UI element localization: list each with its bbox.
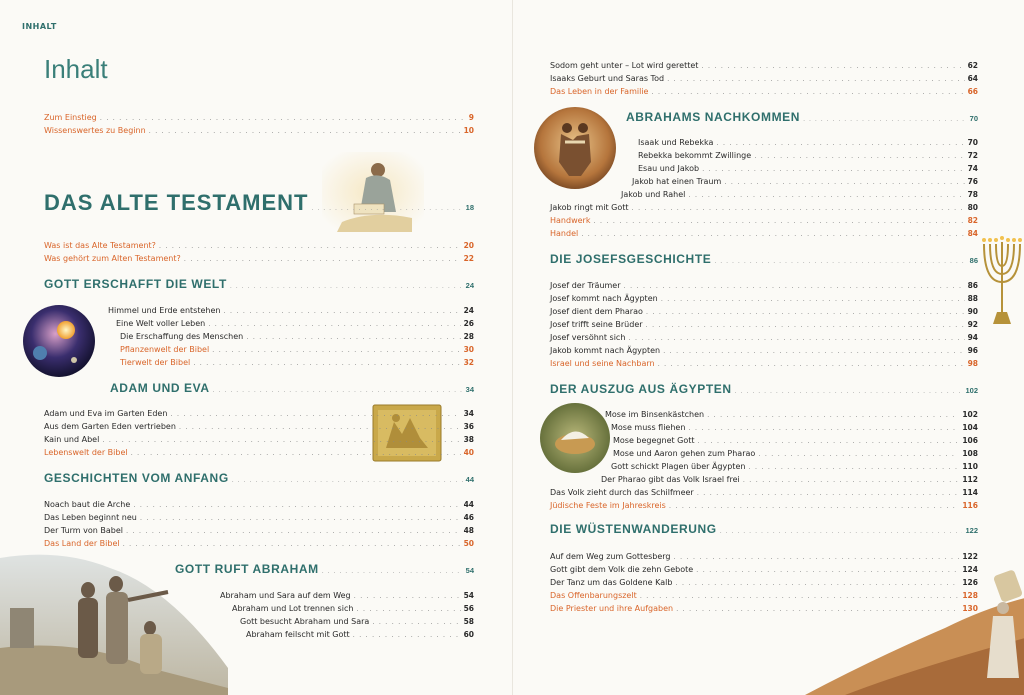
toc-entry[interactable]: Aus dem Garten Eden vertrieben . . . 36 — [44, 422, 474, 432]
cosmos-illustration — [22, 304, 96, 378]
toc-entry[interactable]: Der Tanz um das Goldene Kalb . . . 126 — [550, 578, 978, 588]
toc-entry[interactable]: Adam und Eva im Garten Eden . . . 34 — [44, 409, 474, 419]
toc-entry[interactable]: Mose muss fliehen . . . 104 — [611, 423, 978, 433]
toc-entry[interactable]: Jüdische Feste im Jahreskreis . . . 116 — [550, 501, 978, 511]
toc-entry[interactable]: Eine Welt voller Leben . . . 26 — [116, 319, 474, 329]
wrestlers-illustration — [533, 106, 617, 190]
toc-entry[interactable]: Handel . . . 84 — [550, 229, 978, 239]
section-heading: DER AUSZUG AUS ÄGYPTEN . . . 102 — [550, 382, 978, 396]
toc-entry[interactable]: Das Leben beginnt neu . . . 46 — [44, 513, 474, 523]
toc-entry[interactable]: Mose begegnet Gott . . . 106 — [613, 436, 978, 446]
toc-entry[interactable]: Mose und Aaron gehen zum Pharao . . . 108 — [613, 449, 978, 459]
toc-entry[interactable]: Josef dient dem Pharao . . . 90 — [550, 307, 978, 317]
section-heading: GESCHICHTEN VOM ANFANG . . . 44 — [44, 471, 474, 485]
section-heading: GOTT RUFT ABRAHAM . . . 54 — [175, 562, 474, 576]
toc-entry[interactable]: Handwerk . . . 82 — [550, 216, 978, 226]
toc-entry[interactable]: Das Land der Bibel . . . 50 — [44, 539, 474, 549]
toc-entry[interactable]: Josef trifft seine Brüder . . . 92 — [550, 320, 978, 330]
toc-entry[interactable]: Gott gibt dem Volk die zehn Gebote . . . 124 — [550, 565, 978, 575]
toc-entry[interactable]: Josef kommt nach Ägypten . . . 88 — [550, 294, 978, 304]
toc-entry[interactable]: Tierwelt der Bibel . . . 32 — [120, 358, 474, 368]
toc-entry[interactable]: Abraham feilscht mit Gott . . . 60 — [246, 630, 474, 640]
toc-entry[interactable]: Das Volk zieht durch das Schilfmeer . . . 114 — [550, 488, 978, 498]
section-heading: GOTT ERSCHAFFT DIE WELT . . . 24 — [44, 277, 474, 291]
toc-entry[interactable]: Noach baut die Arche . . . 44 — [44, 500, 474, 510]
toc-entry[interactable]: Abraham und Sara auf dem Weg . . . 54 — [220, 591, 474, 601]
toc-entry[interactable]: Gott besucht Abraham und Sara . . . 58 — [240, 617, 474, 627]
toc-entry[interactable]: Jakob und Rahel . . . 78 — [621, 190, 978, 200]
toc-entry[interactable]: Was gehört zum Alten Testament? . . . 22 — [44, 254, 474, 264]
toc-entry[interactable]: Kain und Abel . . . 38 — [44, 435, 474, 445]
menorah-illustration — [979, 232, 1024, 330]
toc-entry[interactable]: Isaak und Rebekka . . . 70 — [638, 138, 978, 148]
toc-entry[interactable]: Auf dem Weg zum Gottesberg . . . 122 — [550, 552, 978, 562]
toc-entry[interactable]: Pflanzenwelt der Bibel . . . 30 — [120, 345, 474, 355]
toc-entry[interactable]: Zum Einstieg . . . 9 — [44, 113, 474, 123]
toc-entry[interactable]: Josef der Träumer . . . 86 — [550, 281, 978, 291]
toc-entry[interactable]: Rebekka bekommt Zwillinge . . . 72 — [638, 151, 978, 161]
toc-entry[interactable]: Gott schickt Plagen über Ägypten . . . 110 — [611, 462, 978, 472]
toc-entry[interactable]: Der Turm von Babel . . . 48 — [44, 526, 474, 536]
toc-entry[interactable]: Israel und seine Nachbarn . . . 98 — [550, 359, 978, 369]
section-heading: DAS ALTE TESTAMENT . . . 18 — [44, 190, 474, 216]
section-heading: ABRAHAMS NACHKOMMEN . . . 70 — [626, 110, 978, 124]
section-heading: DIE JOSEFSGESCHICHTE . . . 86 — [550, 252, 978, 266]
toc-entry[interactable]: Himmel und Erde entstehen . . . 24 — [108, 306, 474, 316]
toc-entry[interactable]: Mose im Binsenkästchen . . . 102 — [605, 410, 978, 420]
toc-entry[interactable]: Der Pharao gibt das Volk Israel frei . . . 112 — [601, 475, 978, 485]
section-heading: DIE WÜSTENWANDERUNG . . . 122 — [550, 522, 978, 536]
toc-entry[interactable]: Josef versöhnt sich . . . 94 — [550, 333, 978, 343]
toc-entry[interactable]: Die Priester und ihre Aufgaben . . . 130 — [550, 604, 978, 614]
section-heading: ADAM UND EVA . . . 34 — [110, 381, 474, 395]
toc-entry[interactable]: Lebenswelt der Bibel . . . 40 — [44, 448, 474, 458]
running-head: INHALT — [22, 22, 57, 31]
toc-entry[interactable]: Abraham und Lot trennen sich . . . 56 — [232, 604, 474, 614]
toc-entry[interactable]: Sodom geht unter – Lot wird gerettet . . . 62 — [550, 61, 978, 71]
toc-entry[interactable]: Das Leben in der Familie . . . 66 — [550, 87, 978, 97]
basket-illustration — [539, 402, 611, 474]
toc-entry[interactable]: Wissenswertes zu Beginn . . . 10 — [44, 126, 474, 136]
right-page — [512, 0, 1024, 695]
toc-entry[interactable]: Jakob hat einen Traum . . . 76 — [632, 177, 978, 187]
toc-entry[interactable]: Jakob kommt nach Ägypten . . . 96 — [550, 346, 978, 356]
toc-entry[interactable]: Isaaks Geburt und Saras Tod . . . 64 — [550, 74, 978, 84]
toc-entry[interactable]: Jakob ringt mit Gott . . . 80 — [550, 203, 978, 213]
toc-entry[interactable]: Das Offenbarungszelt . . . 128 — [550, 591, 978, 601]
page-title: Inhalt — [44, 54, 108, 84]
toc-entry[interactable]: Die Erschaffung des Menschen . . . 28 — [120, 332, 474, 342]
toc-entry[interactable]: Esau und Jakob . . . 74 — [638, 164, 978, 174]
toc-entry[interactable]: Was ist das Alte Testament? . . . 20 — [44, 241, 474, 251]
